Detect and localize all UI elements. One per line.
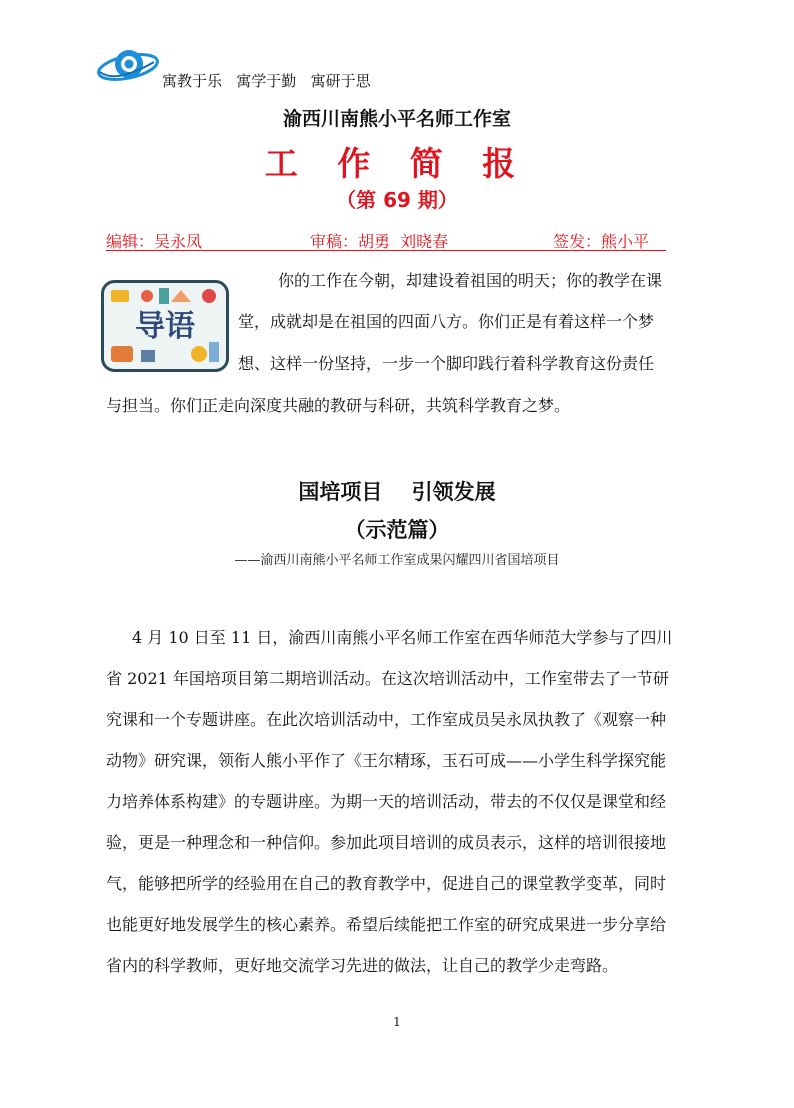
motto: 寓教于乐 寓学于勤 寓研于思 [162, 72, 371, 90]
organization-name: 渝西川南熊小平名师工作室 [282, 108, 511, 130]
body-line: 气，能够把所学的经验用在自己的教育教学中，促进自己的课堂教学变革，同时 [106, 874, 667, 893]
editor-credit: 编辑：吴永凤 [106, 232, 203, 251]
body-line: 动物》研究课，领衔人熊小平作了《王尔精琢，玉石可成——小学生科学探究能 [106, 751, 667, 770]
body-line: 验，更是一种理念和一种信仰。参加此项目培训的成员表示，这样的培训很接地 [106, 833, 667, 852]
body-line: 也能更好地发展学生的核心素养。希望后续能把工作室的研究成果进一步分享给 [106, 915, 667, 934]
credits-underline [106, 250, 666, 251]
issuer-credit: 签发：熊小平 [553, 232, 650, 251]
body-line: 4 月 10 日至 11 日，渝西川南熊小平名师工作室在西华师范大学参与了四川 [132, 628, 673, 647]
article-subtitle: （示范篇） [344, 518, 450, 542]
article-title: 国培项目 引领发展 [298, 480, 496, 504]
intro-illustration [101, 280, 229, 372]
intro-image-label: 导语 [135, 309, 195, 344]
intro-line: 你的工作在今朝，却建设着祖国的明天；你的教学在课 [278, 271, 663, 290]
intro-line: 与担当。你们正走向深度共融的教研与科研，共筑科学教育之梦。 [106, 396, 571, 415]
page-number: 1 [393, 1015, 401, 1029]
intro-line: 堂，成就却是在祖国的四面八方。你们正是有着这样一个梦 [238, 312, 655, 331]
intro-line: 想、这样一份坚持，一步一个脚印践行着科学教育这份责任 [238, 354, 655, 373]
studio-logo-icon [96, 42, 160, 88]
body-line: 究课和一个专题讲座。在此次培训活动中，工作室成员吴永凤执教了《观察一种 [106, 710, 667, 729]
newsletter-title: 工 作 简 报 [264, 144, 530, 183]
article-note: ——渝西川南熊小平名师工作室成果闪耀四川省国培项目 [234, 553, 560, 568]
body-line: 省 2021 年国培项目第二期培训活动。在这次培训活动中，工作室带去了一节研 [106, 669, 669, 688]
issue-number: （第 69 期） [336, 188, 458, 212]
body-line: 省内的科学教师，更好地交流学习先进的做法，让自己的教学少走弯路。 [106, 956, 619, 975]
reviewer-credit: 审稿：胡勇 刘晓春 [310, 232, 449, 251]
body-line: 力培养体系构建》的专题讲座。为期一天的培训活动，带去的不仅仅是课堂和经 [106, 792, 667, 811]
